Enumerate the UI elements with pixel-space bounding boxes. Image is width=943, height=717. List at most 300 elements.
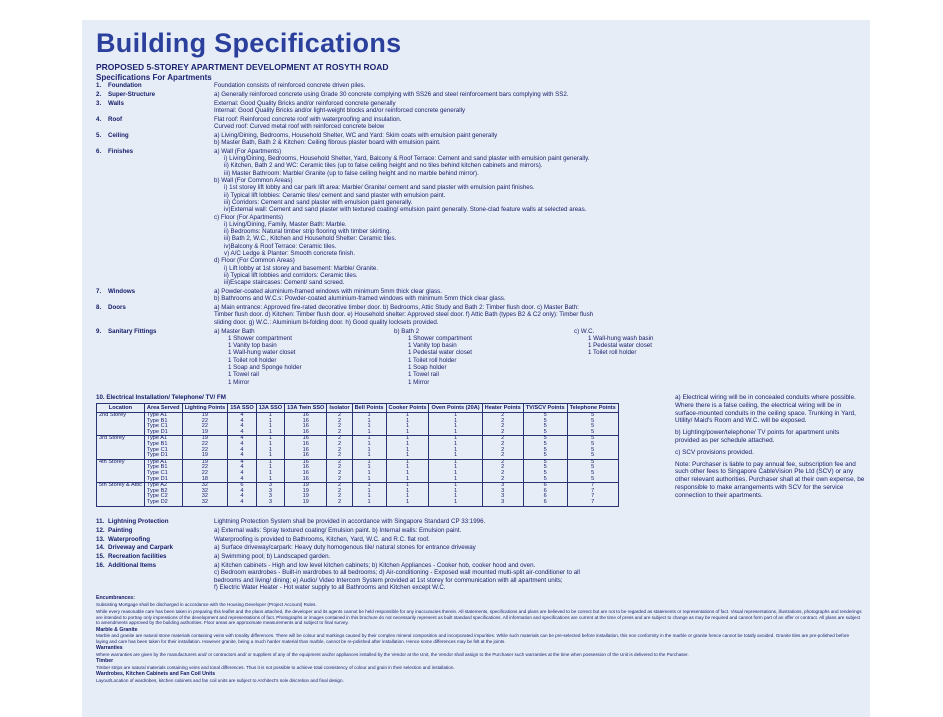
storey-cell: 3rd Storey [97,436,145,459]
fine-print-text: While every reasonable care has been taken in preparing this leaflet and the plans attached, the developer and its agents cannot be held responsible for any inaccuracies therein. All statements, specifications and plans are believed to be correct but are not to be regarded as statements or representations of fact. Visual representations, illustrations, photographs and renderings are intended to portray only impressions of the development and representations of fact. Photographs or images contained in this brochure do not necessarily represent as built standard specifications. All information and specifications are current at the time of press and are subject to change as may be required and cannot form part of an offer or contract. All plans are subject to amendments approved by the building authorities. Floor areas are approximate measurements and subject to final survey. [96,609,862,625]
spec-line: b) Master Bath, Bath 2 & Kitchen: Ceiling fibrous plaster board with emulsion paint. [214,139,441,147]
table-header-row [97,404,619,413]
table-cell: 7 [567,483,618,489]
table-cell: 3 [256,489,284,495]
page-subtitle: PROPOSED 5-STOREY APARTMENT DEVELOPMENT AT ROSYTH ROAD [96,62,389,72]
spec-label: Lightning Protection [108,518,169,525]
electrical-title: 10. Electrical Installation/ Telephone/ TV/ FM [96,394,226,401]
spec-row [96,304,866,326]
table-cell: Type C1 [144,471,182,477]
sanitary-item: 1 Mirror [228,378,250,386]
table-cell: 5 [567,471,618,477]
spec-row [96,288,866,303]
spec-number: 13. [96,535,105,543]
table-cell: 2 [327,477,352,483]
storey-cell: 4th Storey [97,459,145,482]
spec-body [214,562,866,591]
spec-body [214,82,866,89]
table-cell: 7 [567,494,618,500]
table-cell: 2 [482,442,523,448]
spec-line: d) Floor (For Common Areas) [214,257,295,265]
table-cell: 16 [285,477,327,483]
table-cell: Type C1 [144,448,182,454]
table-cell: 1 [386,483,429,489]
table-cell: 19 [182,436,228,442]
sanitary-item: 1 Toilet roll holder [408,356,457,364]
sanitary-column [574,328,754,386]
spec-line: a) Kitchen cabinets - High and low level kitchen cabinets; b) Kitchen Appliances - Cooker hob, cooker hood and oven. [214,561,536,569]
table-cell: 1 [352,465,386,471]
table-cell: 1 [352,471,386,477]
spec-number: 7. [96,288,102,296]
table-cell: 1 [352,430,386,436]
spec-body [214,518,866,525]
fine-print-text: Timber strips are natural materials containing veins and tonal differences. Thus it is not possible to achieve total consistency of colour and grain in their selection and installation. [96,664,455,670]
spec-line: ii) Bedrooms: Natural timber strip flooring with timber skirting. [224,228,392,236]
spec-line: a) Surface driveway/carpark: Heavy duty homogenous tile/ natural stones for entrance driveway [214,544,476,552]
spec-body [214,116,866,131]
table-cell: 1 [429,436,482,442]
spec-row [96,116,866,131]
spec-line: External: Good Quality Bricks and/or reinforced concrete generally [214,99,396,107]
table-cell: 1 [386,419,429,425]
spec-row [96,91,866,98]
spec-body [214,304,866,326]
sanitary-item: 1 Vanity top basin [228,342,277,350]
table-cell: 3 [256,483,284,489]
table-cell: 5 [567,453,618,459]
table-cell: 2 [327,459,352,465]
table-cell: 4 [228,494,256,500]
table-cell: 5 [523,465,567,471]
sanitary-item: 1 Towel rail [228,371,259,379]
spec-line: v) A/C Ledge & Planter: Smooth concrete finish. [224,250,356,258]
table-cell: 1 [429,489,482,495]
spec-row [96,544,866,551]
table-cell: 1 [256,477,284,483]
table-cell: 2 [482,465,523,471]
spec-label: Sanitary Fittings [108,327,157,335]
spec-body [214,132,866,147]
table-cell: 1 [352,494,386,500]
spec-number: 16. [96,561,105,569]
table-cell: 2 [327,453,352,459]
table-cell: 6 [523,483,567,489]
sanitary-item: 1 Soap holder [408,363,447,371]
table-cell: 3 [256,500,284,506]
table-cell: 1 [352,442,386,448]
table-cell: 5 [567,436,618,442]
fine-print-text: Marble and granite are natural stone materials containing veins with tonality differences. There will be colour and markings caused by their complex mineral composition and incorporated impurities. While such materials can be pre-selected before installation, this non conformity in the marble or granite hence cannot be totally avoided. Granite tiles are pre-polished before laying and care has been taken for their installation. However granite, being a much harder material than marble, cannot be re-polished after installation. Hence some differences may be felt at the joints. [96,633,850,644]
table-cell: 16 [285,436,327,442]
table-cell: 2 [327,448,352,454]
spec-row [96,82,866,89]
spec-line: c) Bedroom wardrobes - Built-in wardrobes to all bedrooms; d) Air-conditioning - Exposed wall mounted multi-split air-conditioner to all [214,569,580,577]
fine-print [96,596,862,685]
spec-line: a) Wall (For Apartments) [214,147,282,155]
table-cell: 2 [482,459,523,465]
spec-line: f) Electric Water Heater - Hot water supply to all Bathrooms and Kitchen except W.C. [214,583,446,591]
table-cell: 22 [182,419,228,425]
table-cell: 6 [523,489,567,495]
spec-label: Walls [108,99,124,107]
table-cell: 4 [228,419,256,425]
table-cell: 19 [285,483,327,489]
spec-number: 6. [96,147,102,155]
spec-body [214,91,866,98]
table-cell: 5 [523,477,567,483]
sanitary-heading: a) Master Bath [214,327,255,335]
table-cell: 3 [256,494,284,500]
table-cell: 1 [429,430,482,436]
table-cell: 2 [482,471,523,477]
sanitary-item: 1 Toilet roll holder [588,349,637,357]
table-cell: 1 [386,500,429,506]
table-header-cell: TV/SCV Points [523,404,567,413]
spec-row [96,553,866,560]
table-cell: 16 [285,419,327,425]
table-header-cell: Heater Points [482,404,523,413]
spec-number: 3. [96,99,102,107]
table-cell: 1 [429,483,482,489]
spec-label: Roof [108,115,123,123]
table-cell: 2 [327,419,352,425]
table-cell: 1 [429,448,482,454]
table-cell: 1 [429,477,482,483]
table-cell: 2 [482,477,523,483]
storey-cell: 5th Storey & Attic [97,483,145,506]
table-cell: 19 [285,500,327,506]
fine-print-heading: Timber [96,658,114,664]
table-cell: 4 [228,459,256,465]
table-header-cell: 15A SSO [228,404,256,413]
table-cell: 4 [228,424,256,430]
table-cell: 1 [429,500,482,506]
table-cell: 1 [256,459,284,465]
table-cell: Type B2 [144,489,182,495]
spec-label: Ceiling [108,131,129,139]
table-cell: 1 [429,494,482,500]
table-cell: Type A2 [144,483,182,489]
spec-number: 12. [96,526,105,534]
table-cell: 6 [228,483,256,489]
table-cell: 1 [386,430,429,436]
table-cell: 16 [285,459,327,465]
table-cell: 1 [386,436,429,442]
spec-row [96,328,866,386]
table-cell: 1 [386,459,429,465]
spec-line: Internal: Good Quality Bricks and/or light-weight blocks and/or reinforced concrete generally [214,106,466,114]
spec-line: iv)External wall: Cement and sand plaster with textured coating/ emulsion paint generally. Stone-clad feature walls at selected areas. [224,206,587,214]
spec-label: Finishes [108,147,134,155]
table-cell: 5 [523,442,567,448]
table-cell: 19 [285,489,327,495]
table-cell: 16 [285,424,327,430]
spec-row [96,527,866,534]
table-cell: 2 [327,500,352,506]
sanitary-heading: c) W.C. [574,327,595,335]
table-cell: 5 [523,453,567,459]
table-cell: 5 [523,448,567,454]
spec-number: 5. [96,131,102,139]
spec-line: a) Generally reinforced concrete using Grade 30 concrete complying with SS26 and steel reinforcement bars complying with SS2. [214,90,569,98]
spec-row [96,132,866,147]
electrical-note: Note: Purchaser is liable to pay annual fee, subscription fee and such other fees to Singapore CableVision Pte Ltd (SCV) or any other relevant authorities. Purchaser shall at their own expense, be responsible to make arrangements with SCV for the service connection to their apartments. [675,460,865,499]
spec-label: Waterproofing [108,535,151,543]
spec-line: iii) Corridors: Cement and sand plaster with emulsion paint generally. [224,198,413,206]
spec-line: bedrooms and living/ dining; e) Audio/ Video Intercom System provided at 1st storey for communication with all apartment units; [214,576,563,584]
table-cell: 19 [182,413,228,419]
spec-label: Windows [108,288,136,296]
table-cell: 1 [352,500,386,506]
spec-body [214,527,866,534]
spec-body [214,536,866,543]
spec-label: Doors [108,304,126,312]
table-cell: 19 [182,430,228,436]
electrical-notes [675,394,865,504]
table-cell: 6 [523,494,567,500]
sanitary-heading: b) Bath 2 [394,327,420,335]
table-cell: 22 [182,465,228,471]
sanitary-item: 1 Towel rail [408,371,439,379]
electrical-note: c) SCV provisions provided. [675,448,754,456]
table-cell: 2 [482,430,523,436]
table-cell: 1 [386,453,429,459]
spec-number: 8. [96,304,102,312]
spec-line: iv)Balcony & Roof Terrace: Ceramic tiles. [224,242,337,250]
spec-label: Super-Structure [108,90,156,98]
table-cell: 1 [352,424,386,430]
table-cell: 4 [228,430,256,436]
table-cell: 2 [327,430,352,436]
spec-line: Lightning Protection System shall be provided in accordance with Singapore Standard CP 33:1996. [214,518,486,525]
table-cell: 22 [182,424,228,430]
electrical-note: b) Lighting/power/telephone/ TV points for apartment units provided as per schedule attached. [675,429,840,444]
table-cell: 2 [327,483,352,489]
table-header-cell: Bell Points [352,404,386,413]
spec-label: Foundation [108,82,142,89]
spec-line: c) Floor (For Apartments) [214,213,284,221]
table-cell: 4 [228,489,256,495]
table-cell: 2 [327,413,352,419]
table-cell: 32 [182,500,228,506]
table-header-cell: Isolator [327,404,352,413]
table-header-cell: 13A Twin SSO [285,404,327,413]
table-cell: 5 [567,459,618,465]
sanitary-column [394,328,574,386]
table-cell: 1 [352,419,386,425]
spec-line: iii) Bath 2, W.C., Kitchen and Household Shelter: Ceramic tiles. [224,235,397,243]
table-cell: 16 [285,413,327,419]
table-cell: 16 [285,442,327,448]
spec-number: 4. [96,115,102,123]
table-cell: 1 [386,424,429,430]
spec-row [96,100,866,115]
table-header-cell: Location [97,404,145,413]
table-cell: 1 [429,465,482,471]
brochure-page [82,20,870,717]
spec-line: iii)Escape staircases: Cement/ sand screed. [224,279,345,287]
fine-print-text: Layout/Location of wardrobes, kitchen cabinets and fan coil units are subject to Architect's sole discretion and final design. [96,677,344,683]
table-cell: 5 [523,419,567,425]
table-cell: 1 [256,442,284,448]
spec-number: 15. [96,553,105,561]
table-cell: 2 [482,436,523,442]
table-cell: 5 [567,448,618,454]
table-cell: 5 [523,436,567,442]
table-cell: 1 [256,453,284,459]
table-cell: 1 [256,471,284,477]
spec-line: sliding door. g) W.C.: Aluminium bi-folding door. h) Good quality locksets provided. [214,318,439,326]
spec-line: a) External walls: Spray textured coating/ Emulsion paint. b) Internal walls: Emulsion paint. [214,526,462,534]
spec-label: Painting [108,526,133,534]
table-cell: 1 [352,477,386,483]
table-cell: Type B1 [144,419,182,425]
table-cell: 1 [429,413,482,419]
table-cell: 1 [352,413,386,419]
table-cell: 5 [567,465,618,471]
table-cell: 1 [256,465,284,471]
table-cell: 2 [327,424,352,430]
page-title: Building Specifications [96,28,402,58]
spec-number: 14. [96,544,105,552]
table-cell: 18 [182,477,228,483]
sanitary-item: 1 Wall-hung water closet [228,349,296,357]
table-cell: 2 [327,489,352,495]
table-cell: 2 [482,453,523,459]
table-cell: 32 [182,483,228,489]
table-cell: 3 [482,489,523,495]
table-cell: 5 [523,471,567,477]
table-cell: 1 [386,442,429,448]
spec-line: i) Lift lobby at 1st storey and basement: Marble/ Granite. [224,264,379,272]
table-cell: 3 [482,494,523,500]
table-cell: 2 [482,448,523,454]
spec-list-additional [96,518,866,593]
table-cell: 4 [228,465,256,471]
spec-number: 11. [96,518,105,525]
table-cell: 7 [567,500,618,506]
sanitary-column [214,328,394,386]
fine-print-heading: Warranties [96,645,123,651]
sanitary-item: 1 Pedestal water closet [408,349,472,357]
table-cell: Type B1 [144,465,182,471]
table-cell: 16 [285,471,327,477]
table-cell: 5 [567,419,618,425]
table-cell: 1 [386,465,429,471]
fine-print-heading: Marble & Granite [96,626,138,633]
table-cell: 16 [285,453,327,459]
table-cell: 1 [256,424,284,430]
spec-label: Recreation facilities [108,553,167,561]
table-cell: Type A1 [144,459,182,465]
electrical-note: a) Electrical wiring will be in concealed conduits where possible. Where there is a false ceiling, the electrical wiring will be in surface-mounted conduits in the ceiling space. Trunking in Yard, Utility/ Maid's Room and W.C. will be exposed. [675,394,856,425]
table-cell: 19 [182,459,228,465]
table-cell: Type A1 [144,413,182,419]
table-cell: 22 [182,448,228,454]
spec-label: Driveway and Carpark [108,544,173,552]
spec-line: ii) Typical lift lobbies and corridors: Ceramic tiles. [224,271,358,279]
table-cell: 1 [429,419,482,425]
table-cell: 32 [182,489,228,495]
spec-number: 2. [96,90,102,98]
table-cell: 5 [567,430,618,436]
spec-line: a) Powder-coated aluminium-framed windows with minimum 5mm thick clear glass. [214,288,442,296]
fine-print-text: Subsisting Mortgage shall be discharged in accordance with the Housing Developer (Project Account) Rules. [96,601,317,607]
table-cell: 1 [352,489,386,495]
table-cell: 4 [228,500,256,506]
sanitary-item: 1 Shower compartment [228,334,292,342]
table-cell: 1 [429,459,482,465]
table-cell: 4 [228,471,256,477]
spec-body [214,148,866,287]
spec-line: Flat roof: Reinforced concrete roof with waterproofing and insulation. [214,115,402,123]
table-cell: 5 [567,413,618,419]
table-cell: 1 [256,436,284,442]
table-cell: 1 [386,494,429,500]
spec-number: 9. [96,327,102,335]
table-cell: Type D1 [144,453,182,459]
table-cell: 1 [386,489,429,495]
table-cell: 2 [482,424,523,430]
table-cell: 5 [523,413,567,419]
table-cell: 1 [352,453,386,459]
spec-line: i) Living/Dining, Bedrooms, Household Shelter, Yard, Balcony & Roof Terrace: Cement and sand plaster with emulsion paint generally. [224,155,590,163]
table-cell: 4 [228,448,256,454]
spec-body [214,553,866,560]
spec-line: Waterproofing is provided to Bathrooms, Kitchen, Yard, W.C. and R.C. flat roof. [214,535,430,543]
sanitary-item: 1 Vanity top basin [408,342,457,350]
table-header-cell: Telephone Points [567,404,618,413]
spec-line: i) 1st storey lift lobby and car park lift area: Marble/ Granite/ cement and sand plaster with emulsion paint finishes. [224,184,535,192]
storey-cell: 2nd Storey [97,413,145,436]
table-row [97,500,619,506]
table-cell: 2 [482,413,523,419]
spec-label: Additional Items [108,561,157,569]
table-cell: 1 [352,459,386,465]
spec-row [96,536,866,543]
table-cell: 4 [228,413,256,419]
table-cell: 19 [182,453,228,459]
table-cell: 1 [429,442,482,448]
table-cell: Type C2 [144,494,182,500]
spec-row [96,148,866,287]
table-cell: 2 [327,494,352,500]
table-cell: 1 [256,448,284,454]
table-cell: 1 [386,471,429,477]
table-cell: 5 [567,442,618,448]
sanitary-item: 1 Pedestal water closet [588,342,652,350]
spec-line: Foundation consists of reinforced concrete driven piles. [214,82,366,89]
table-cell: 1 [256,430,284,436]
table-cell: 4 [228,453,256,459]
table-cell: 5 [567,477,618,483]
fine-print-heading: Encumbrances: [96,595,135,601]
table-cell: 32 [182,494,228,500]
table-cell: 22 [182,442,228,448]
spec-line: iii) Master Bathroom: Marble/ Granite (up to false ceiling height and no marble behind mirror). [224,169,479,177]
table-cell: 1 [429,453,482,459]
table-header-cell: Oven Points (20A) [429,404,482,413]
spec-body [214,544,866,551]
table-cell: 1 [386,448,429,454]
table-cell: 1 [256,419,284,425]
spec-line: Timber flush door. d) Kitchen: Timber flush door. e) Household shelter: Approved steel door. f) Attic Bath (types B2 & C2 only): Timber flush [214,311,594,319]
table-cell: 16 [285,465,327,471]
table-cell: 5 [567,424,618,430]
table-cell: 16 [285,448,327,454]
table-cell: 1 [352,448,386,454]
